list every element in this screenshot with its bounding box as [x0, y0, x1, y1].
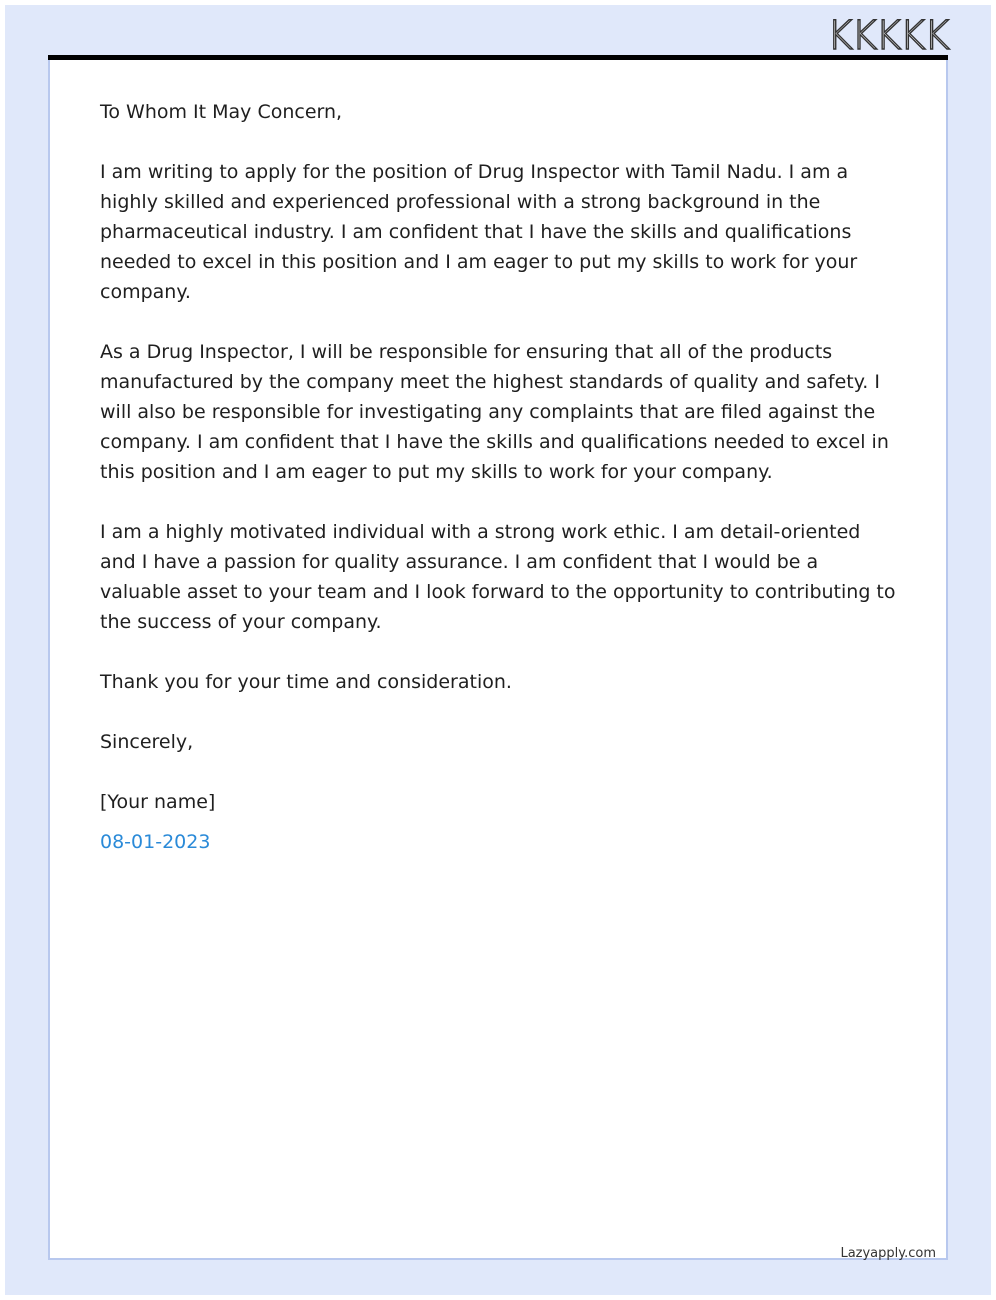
paragraph-1: I am writing to apply for the position of Drug Inspector with Tamil Nadu. I am a highly skilled and experienced professional with a strong background in the pharmaceutical industry. I am confident that I have the skills and qualifications needed to excel in this position and I am eager to put my skills to work for your company. [100, 161, 858, 303]
letter-date: 08-01-2023 [100, 831, 211, 853]
header-rule [48, 55, 948, 60]
paragraph-3: I am a highly motivated individual with a strong work ethic. I am detail-oriented and I have a passion for quality assurance. I am confident that I would be a valuable asset to your team and I look forward to the opportunity to contributing to the success of your company. [100, 521, 896, 633]
thank-you-line: Thank you for your time and consideration. [100, 671, 512, 693]
signature: [Your name] [100, 791, 216, 813]
logo: KKKKK [826, 13, 948, 59]
salutation: To Whom It May Concern, [100, 101, 343, 123]
letter-body [100, 97, 900, 857]
watermark: Lazyapply.com [840, 1246, 936, 1261]
closing: Sincerely, [100, 731, 194, 753]
paragraph-2: As a Drug Inspector, I will be responsible for ensuring that all of the products manufactured by the company meet the highest standards of quality and safety. I will also be responsible for investigating any complaints that are filed against the company. I am confident that I have the skills and qualifications needed to excel in this position and I am eager to put my skills to work for your company. [100, 341, 889, 483]
